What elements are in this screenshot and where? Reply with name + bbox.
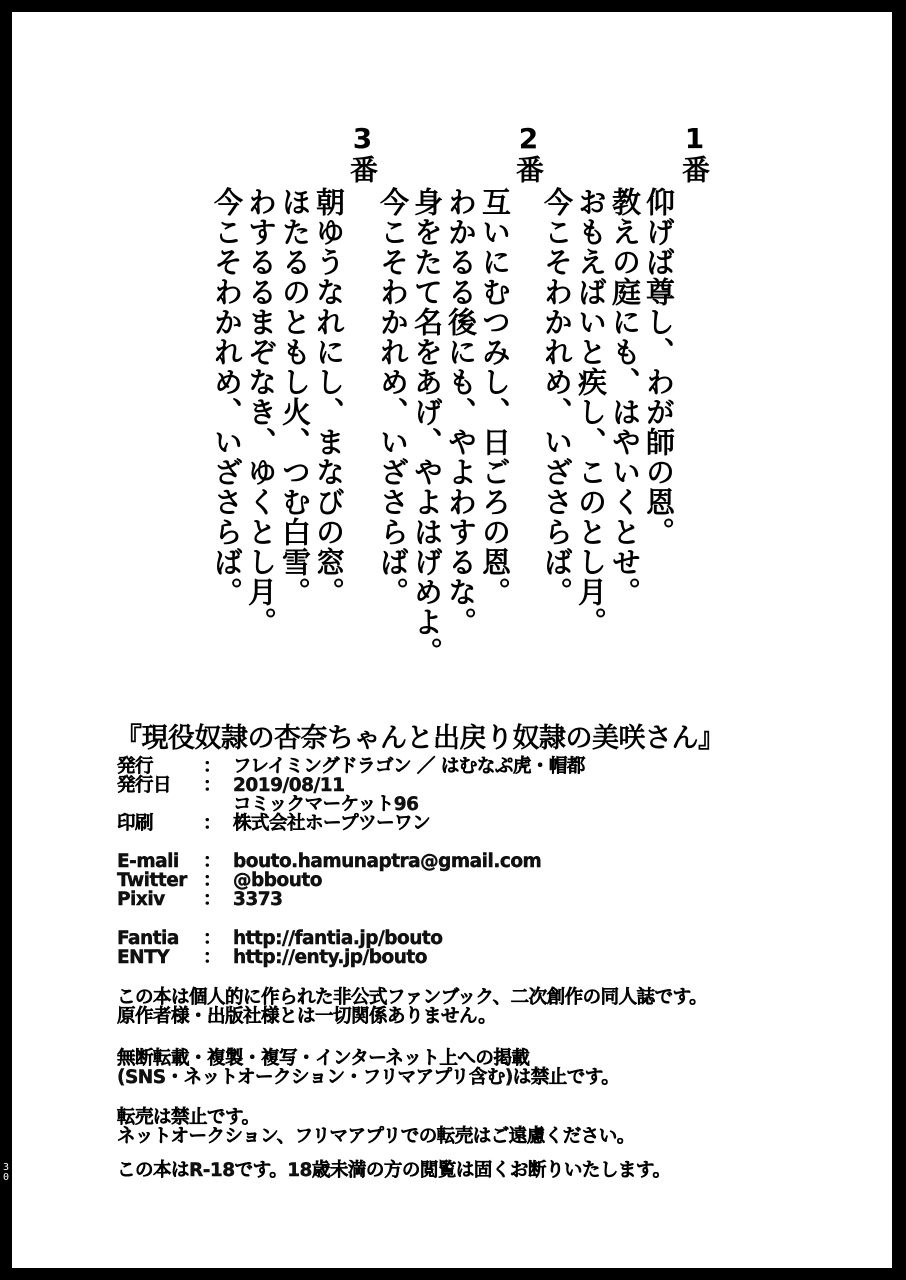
- fantia-url: http://fantia.jp/bouto: [233, 928, 443, 949]
- row-label: 印刷: [117, 813, 154, 834]
- row-label: 発行日: [117, 775, 172, 796]
- colophon-row-enty: [117, 949, 427, 968]
- verse-3-heading: 3番: [346, 122, 379, 183]
- row-label: Pixiv: [117, 889, 165, 910]
- colophon-row-publisher: [117, 758, 585, 777]
- colophon-row-email: [117, 853, 541, 872]
- page-number-digit: 0: [2, 1172, 10, 1183]
- row-value: コミックマーケット96: [233, 794, 419, 815]
- verse-3-line-1: 朝ゆうなれにし、まなびの窓。: [312, 187, 346, 607]
- book-title: 『現役奴隷の杏奈ちゃんと出戻り奴隷の美咲さん』: [115, 723, 725, 754]
- row-label: ENTY: [117, 947, 170, 968]
- verse-2-line-1: 互いにむつみし、日ごろの恩。: [478, 187, 512, 607]
- note-line: この本はR-18です。18歳未満の方の閲覧は固くお断りいたします。: [117, 1160, 671, 1181]
- row-value: 株式会社ホープツーワン: [233, 813, 431, 834]
- verse-1-line-4: 今こそわかれめ、いざさらば。: [540, 187, 574, 607]
- row-label: Twitter: [117, 870, 187, 891]
- row-value: 2019/08/11: [233, 775, 345, 796]
- page: [12, 12, 892, 1268]
- note-line: この本は個人的に作られた非公式ファンブック、二次創作の同人誌です。: [117, 987, 708, 1008]
- colophon-row-printer: [117, 815, 430, 834]
- colophon-row-twitter: [117, 872, 322, 891]
- page-number: [0, 1163, 12, 1183]
- verse-3-line-3: わするるまぞなき、ゆくとし月。: [244, 187, 278, 637]
- email-link: bouto.hamunaptra@gmail.com: [233, 851, 542, 872]
- note-line: 無断転載・複製・複写・インターネット上への掲載: [117, 1048, 530, 1069]
- row-sep: ：: [203, 775, 222, 796]
- row-sep: ：: [203, 870, 222, 891]
- row-sep: ：: [203, 756, 222, 777]
- row-sep: ：: [203, 813, 222, 834]
- colophon-row-event: [117, 796, 418, 815]
- row-sep: ：: [203, 851, 222, 872]
- pixiv-id: 3373: [233, 889, 283, 910]
- verse-1-line-3: おもえばいと疾し、このとし月。: [574, 187, 608, 637]
- verse-1-line-2: 教えの庭にも、はやいくとせ。: [608, 187, 642, 607]
- verse-2-heading: 2番: [512, 122, 545, 183]
- row-label: 発行: [117, 756, 154, 777]
- row-label: Fantia: [117, 928, 179, 949]
- row-sep: ：: [203, 928, 222, 949]
- enty-url: http://enty.jp/bouto: [233, 947, 427, 968]
- colophon-row-fantia: [117, 930, 442, 949]
- verse-1-heading: 1番: [678, 122, 711, 183]
- colophon-row-date: [117, 777, 345, 796]
- note-line: (SNS・ネットオークション・フリマアプリ含む)は禁止です。: [117, 1067, 620, 1088]
- verse-2-line-3: 身をたて名をあげ、やよはげめよ。: [410, 187, 444, 667]
- row-sep: ：: [203, 947, 222, 968]
- verse-2-line-4: 今こそわかれめ、いざさらば。: [376, 187, 410, 607]
- note-line: 転売は禁止です。: [117, 1107, 260, 1128]
- verse-3-line-4: 今こそわかれめ、いざさらば。: [210, 187, 244, 607]
- verse-2-line-2: わかるる後にも、やよわするな。: [444, 187, 478, 637]
- twitter-handle: @bbouto: [233, 870, 322, 891]
- row-sep: ：: [203, 889, 222, 910]
- verse-1-line-1: 仰げば尊し、わが師の恩。: [642, 187, 676, 547]
- note-line: 原作者様・出版社様とは一切関係ありません。: [117, 1006, 497, 1027]
- row-label: E-mali: [117, 851, 179, 872]
- verse-3-line-2: ほたるのともし火、つむ白雪。: [278, 187, 312, 607]
- page-number-digit: 3: [2, 1162, 10, 1173]
- colophon-row-pixiv: [117, 891, 283, 910]
- row-value: フレイミングドラゴン ／ はむなぷ虎・帽都: [233, 756, 585, 777]
- note-line: ネットオークション、フリマアプリでの転売はご遠慮ください。: [117, 1126, 635, 1147]
